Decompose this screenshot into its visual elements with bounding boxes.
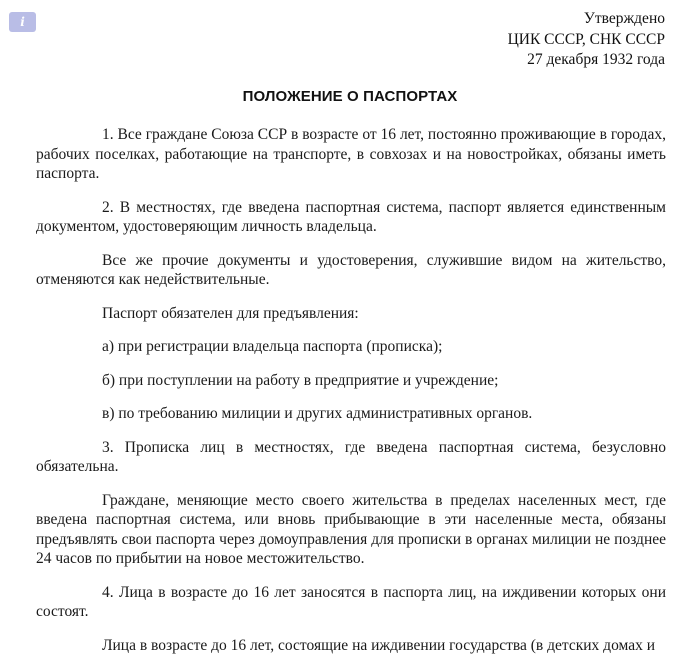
approval-date: 27 декабря 1932 года: [527, 51, 665, 68]
paragraph-5: 3. Прописка лиц в местностях, где введена паспортная система, безусловно обязательна.: [36, 438, 666, 475]
list-item-b: б) при поступлении на работу в предприятие и учреждение;: [102, 371, 499, 389]
info-icon: i: [20, 15, 25, 29]
approval-authority: ЦИК СССР, СНК СССР: [507, 30, 665, 48]
paragraph-7: 4. Лица в возрасте до 16 лет заносятся в паспорта лиц, на иждивении которых они состоят.: [36, 583, 666, 620]
approval-label: Утверждено: [583, 10, 665, 27]
info-badge[interactable]: [9, 12, 36, 32]
paragraph-3: Все же прочие документы и удостоверения, служившие видом на жительство, отменяются как недействительные.: [36, 251, 666, 288]
document-title: ПОЛОЖЕНИЕ О ПАСПОРТАХ: [242, 88, 458, 105]
paragraph-2: 2. В местностях, где введена паспортная система, паспорт является единственным документом, удостоверяющим личность владельца.: [36, 198, 666, 235]
paragraph-6: Граждане, меняющие место своего жительства в пределах населенных мест, где введена паспортная система, или вновь прибывающие в эти населенные места, обязаны предъявлять свои паспорта через домоуправления для прописки в органах милиции не позднее 24 часов по прибытии на новое местожительство.: [36, 491, 666, 567]
document-body: [36, 125, 666, 669]
paragraph-4: Паспорт обязателен для предъявления:: [102, 304, 359, 322]
approval-block: [508, 9, 665, 71]
list-item-a: а) при регистрации владельца паспорта (прописка);: [102, 338, 443, 355]
list-item-c: в) по требованию милиции и других административных органов.: [102, 405, 533, 422]
paragraph-1: 1. Все граждане Союза ССР в возрасте от 16 лет, постоянно проживающие в городах, рабочих поселках, работающие на транспорте, в совхозах и на новостройках, обязаны иметь паспорта.: [36, 126, 666, 182]
paragraph-8: Лица в возрасте до 16 лет, состоящие на иждивении государства (в детских домах и: [102, 636, 656, 654]
